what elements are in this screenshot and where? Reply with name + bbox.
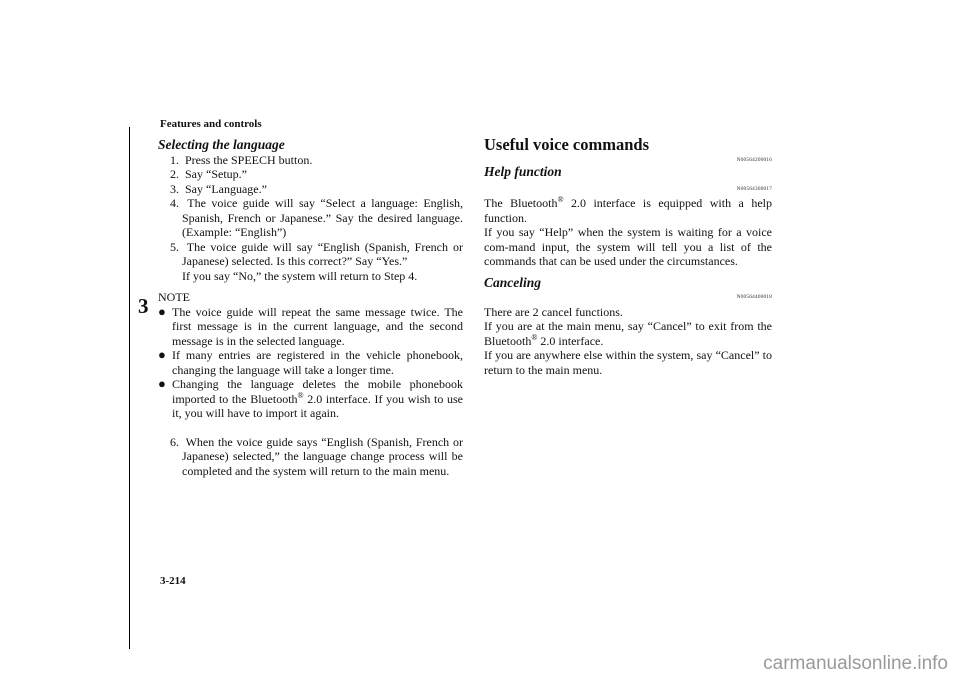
bullet-text: The voice guide will repeat the same message twice. The first message is in the current language, and the second message is in the selected language. xyxy=(172,304,463,348)
chapter-divider xyxy=(129,127,130,650)
section-title: Features and controls xyxy=(160,118,262,130)
bullet-icon: ● xyxy=(158,376,166,391)
cancel-paragraph-1: There are 2 cancel functions. xyxy=(484,304,623,319)
watermark[interactable]: carmanualsonline.info xyxy=(763,653,948,674)
step-6 xyxy=(170,434,463,479)
left-column xyxy=(158,138,463,478)
reference-code: N00564300017 xyxy=(736,185,772,192)
step-5 xyxy=(170,239,463,284)
help-paragraph-2: If you say “Help” when the system is waiting for a voice com-mand input, the system will tell you a list of the commands that can be used under the circumstances. xyxy=(484,225,772,268)
step-text: Press the SPEECH button. xyxy=(185,152,313,167)
help-paragraph-1: The Bluetooth® 2.0 interface is equipped with a help function. xyxy=(484,195,772,225)
step-number: 4. xyxy=(170,196,179,210)
right-column xyxy=(484,135,772,377)
page-number: 3-214 xyxy=(160,575,186,587)
cancel-paragraph-2: If you are at the main menu, say “Cancel” to exit from the Bluetooth® 2.0 interface. xyxy=(484,319,772,348)
step-1 xyxy=(170,152,463,168)
chapter-number: 3 xyxy=(138,294,149,318)
step-text: The voice guide will say “Select a language: English, Spanish, French or Japanese.” Say the desired language. (Example: “English”) xyxy=(182,196,463,239)
step-2 xyxy=(170,167,463,182)
bullet-icon: ● xyxy=(158,347,166,362)
cancel-paragraph-3: If you are anywhere else within the system, say “Cancel” to return to the main menu. xyxy=(484,348,772,377)
reference-code: N00564200016 xyxy=(736,156,772,163)
step-4 xyxy=(170,196,463,240)
bullet-text: Changing the language deletes the mobile phonebook imported to the Bluetooth® 2.0 interface. If you wish to use it, you will have to import it again. xyxy=(172,377,463,420)
note-bullet-2 xyxy=(158,348,463,377)
selecting-language-heading: Selecting the language xyxy=(158,137,285,152)
step-number: 5. xyxy=(170,239,179,254)
step-number: 3. xyxy=(170,181,179,196)
step-3 xyxy=(170,181,463,197)
step-number: 1. xyxy=(170,152,179,167)
step-text: When the voice guide says “English (Spanish, French or Japanese) selected,” the language change process will be completed and the system will return to the main menu. xyxy=(182,434,463,478)
step-text: Say “Setup.” xyxy=(185,167,247,181)
step-number: 6. xyxy=(170,434,179,449)
canceling-heading: Canceling xyxy=(484,274,542,290)
reference-code: N00564400018 xyxy=(736,294,772,300)
help-heading-row xyxy=(484,165,772,180)
bullet-icon: ● xyxy=(158,303,166,319)
step-number: 2. xyxy=(170,167,179,181)
help-function-heading: Help function xyxy=(484,164,562,179)
step-text: The voice guide will say “English (Spanish, French or Japanese) selected. Is this correct?” Say “Yes.” xyxy=(182,239,463,268)
step-text-continued: If you say “No,” the system will return to Step 4. xyxy=(182,268,418,283)
note-bullet-3 xyxy=(158,377,463,421)
note-label: NOTE xyxy=(158,290,190,304)
note-bullet-1 xyxy=(158,305,463,349)
step-text: Say “Language.” xyxy=(185,181,267,196)
bullet-text: If many entries are registered in the vehicle phonebook, changing the language will take a longer time. xyxy=(172,348,463,377)
useful-voice-commands-heading: Useful voice commands xyxy=(484,135,649,154)
